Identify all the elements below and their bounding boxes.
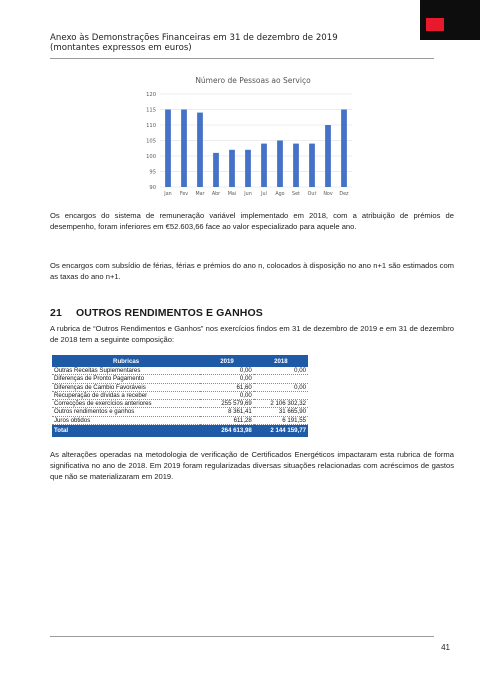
x-tick-label: Jan (164, 192, 172, 197)
header-divider (50, 58, 434, 59)
row-label: Diferenças de Pronto Pagamento (52, 375, 200, 383)
y-tick-label: 95 (149, 169, 156, 176)
row-value-2019: 0,00 (200, 391, 254, 399)
paragraph-variable-remuneration: Os encargos do sistema de remuneração variável implementado em 2018, com a atribuição de prémios de desempenho, foram inferiores em €52.603,66 face ao valor especializado para aquele ano. (50, 211, 454, 231)
x-tick-label: Jun (244, 192, 252, 197)
row-value-2019: 8 361,41 (200, 408, 254, 416)
row-value-2018 (254, 375, 308, 383)
table-row (52, 400, 308, 408)
row-value-2018: 6 191,55 (254, 416, 308, 424)
row-value-2019: 611,28 (200, 416, 254, 424)
table-row (52, 416, 308, 424)
section-title-text: OUTROS RENDIMENTOS E GANHOS (76, 307, 263, 319)
bar-jul (261, 144, 267, 187)
total-value-2018: 2 144 159,77 (254, 425, 308, 438)
table-row (52, 383, 308, 391)
total-value-2019: 264 613,98 (200, 425, 254, 438)
x-tick-label: Mai (227, 192, 237, 197)
bar-mar (197, 113, 203, 187)
table-row (52, 408, 308, 416)
x-tick-label: Jul (261, 192, 267, 197)
table-total-row (52, 425, 308, 438)
bar-ago (277, 141, 283, 188)
bar-dez (341, 110, 347, 188)
column-header-rubricas: Rubricas (52, 355, 200, 367)
row-label: Juros obtidos (52, 416, 200, 424)
bar-nov (325, 125, 331, 187)
other-income-table (52, 355, 308, 437)
bar-mai (229, 150, 235, 187)
x-tick-label: Dez (339, 192, 349, 197)
row-value-2018: 0,00 (254, 383, 308, 391)
page-number: 41 (441, 643, 450, 652)
x-tick-label: Nov (323, 192, 333, 197)
table-header-row (52, 355, 308, 367)
row-label: Outros rendimentos e ganhos (52, 408, 200, 416)
total-label: Total (52, 425, 200, 438)
bar-set (293, 144, 299, 187)
y-tick-label: 120 (146, 91, 156, 98)
x-tick-label: Abr (211, 192, 221, 197)
paragraph-composition-intro: A rubrica de “Outros Rendimentos e Ganhos” nos exercícios findos em 31 de dezembro de 2019 e em 31 de dezembro de 2018 tem a seguinte composição: (50, 324, 454, 344)
bar-out (309, 144, 315, 187)
table-row (52, 375, 308, 383)
column-header-2018: 2018 (254, 355, 308, 367)
bar-jun (245, 150, 251, 187)
row-label: Diferenças de Cambio Favoráveis (52, 383, 200, 391)
x-tick-label: Fev (179, 192, 189, 197)
x-tick-label: Mar (195, 192, 205, 197)
row-value-2018: 31 665,90 (254, 408, 308, 416)
row-label: Recuperação de dívidas a receber (52, 391, 200, 399)
bar-fev (181, 110, 187, 188)
section-heading (50, 307, 263, 319)
row-value-2019: 61,60 (200, 383, 254, 391)
y-tick-label: 105 (146, 138, 156, 145)
row-label: Correcções de exercícios anteriores (52, 400, 200, 408)
row-value-2018: 0,00 (254, 367, 308, 375)
paragraph-energy-certificates: As alterações operadas na metodologia de verificação de Certificados Energéticos impactaram esta rubrica de forma significativa no ano de 2018. Em 2019 foram regularizadas diversas situações relacionadas com acréscimos de gastos que não se materializaram em 2019. (50, 450, 454, 481)
table-row (52, 391, 308, 399)
y-tick-label: 115 (146, 107, 156, 114)
paragraph-holiday-charges: Os encargos com subsídio de férias, férias e prémios do ano n, colocados à disposição no ano n+1 são estimados com as taxas do ano n+1. (50, 261, 454, 281)
x-tick-label: Set (292, 192, 300, 197)
y-tick-label: 90 (149, 184, 156, 191)
bar-abr (213, 153, 219, 187)
header-title: Anexo às Demonstrações Financeiras em 31 de dezembro de 2019 (50, 33, 338, 43)
x-tick-label: Ago (275, 192, 285, 197)
staff-count-bar-chart (140, 88, 360, 204)
footer-divider (50, 636, 434, 637)
row-label: Outras Receitas Suplementares (52, 367, 200, 375)
row-value-2018 (254, 391, 308, 399)
chart-title: Número de Pessoas ao Serviço (195, 76, 311, 85)
header-subtitle: (montantes expressos em euros) (50, 43, 192, 53)
y-tick-label: 110 (146, 122, 156, 129)
column-header-2019: 2019 (200, 355, 254, 367)
row-value-2019: 0,00 (200, 375, 254, 383)
row-value-2019: 255 579,69 (200, 400, 254, 408)
table-row (52, 367, 308, 375)
section-number: 21 (50, 307, 62, 319)
y-tick-label: 100 (146, 153, 156, 160)
row-value-2019: 0,00 (200, 367, 254, 375)
x-tick-label: Out (307, 192, 317, 197)
row-value-2018: 2 106 302,32 (254, 400, 308, 408)
bar-jan (165, 110, 171, 188)
company-logo-mark (426, 18, 444, 31)
